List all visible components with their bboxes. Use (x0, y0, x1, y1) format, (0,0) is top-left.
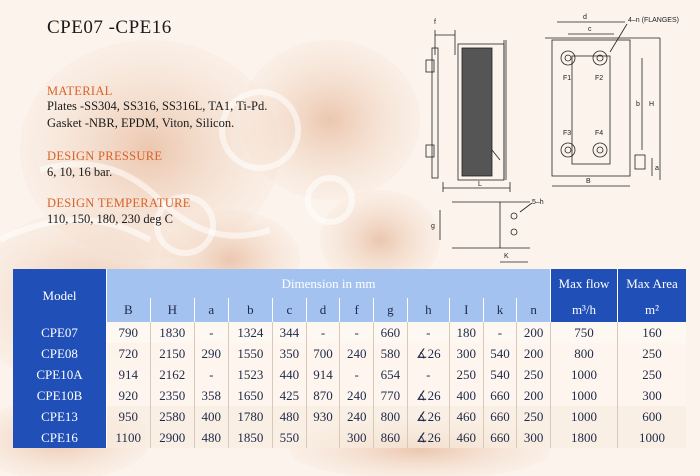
max-area-header: Max Area (618, 269, 686, 298)
max-area-cell: 250 (618, 364, 686, 385)
table-cell: ∡26 (408, 385, 450, 406)
table-cell: 300 (450, 343, 484, 364)
dim-label-H: H (649, 101, 655, 108)
column-header-d: d (307, 298, 341, 322)
table-cell: - (408, 322, 450, 343)
table-cell: 240 (340, 406, 374, 427)
table-cell: 250 (450, 364, 484, 385)
table-cell: 770 (374, 385, 408, 406)
table-cell: ∡26 (408, 427, 450, 448)
port-label-f4: F4 (595, 130, 604, 137)
dim-label-g: g (431, 223, 435, 230)
table-cell: - (340, 364, 374, 385)
dim-label-k: K (504, 253, 509, 260)
table-cell: 300 (340, 427, 374, 448)
table-cell: 800 (374, 406, 408, 427)
table-cell: 440 (273, 364, 307, 385)
table-cell: 344 (273, 322, 307, 343)
model-cell: CPE07 (13, 322, 107, 343)
column-header-c: c (273, 298, 307, 322)
table-row (13, 385, 686, 406)
max-flow-cell: 800 (551, 343, 618, 364)
bolt-hole-label: 5–h (532, 199, 544, 206)
table-cell: 350 (273, 343, 307, 364)
model-column-header: Model (13, 269, 107, 322)
max-flow-cell: 1000 (551, 406, 618, 427)
model-cell: CPE10B (13, 385, 107, 406)
table-cell: - (340, 322, 374, 343)
table-cell: 2350 (151, 385, 195, 406)
max-flow-cell: 1800 (551, 427, 618, 448)
table-cell: ∡26 (408, 343, 450, 364)
table-row (13, 343, 686, 364)
max-area-cell: 250 (618, 343, 686, 364)
table-cell: 660 (484, 406, 518, 427)
table-cell: 914 (107, 364, 151, 385)
table-cell: 2150 (151, 343, 195, 364)
table-cell: 660 (484, 385, 518, 406)
table-cell: 480 (273, 406, 307, 427)
table-cell: 400 (195, 406, 229, 427)
dim-label-f: f (434, 19, 436, 26)
table-cell: 1100 (107, 427, 151, 448)
temperature-heading: DESIGN TEMPERATURE (47, 196, 191, 210)
dimension-column-header: Dimension in mm (107, 269, 551, 298)
table-cell: 950 (107, 406, 151, 427)
column-header-f: f (340, 298, 374, 322)
max-flow-cell: 750 (551, 322, 618, 343)
table-cell: 1523 (229, 364, 273, 385)
dimension-table (13, 269, 686, 448)
table-cell: 200 (517, 343, 551, 364)
temperature-value: 110, 150, 180, 230 deg C (47, 212, 173, 226)
table-cell: 460 (450, 406, 484, 427)
dim-label-d: d (583, 14, 587, 21)
dim-label-L: L (478, 181, 482, 188)
table-cell: 1324 (229, 322, 273, 343)
table-cell: - (307, 322, 341, 343)
max-flow-cell: 1000 (551, 364, 618, 385)
table-row (13, 322, 686, 343)
max-flow-unit: m³/h (551, 298, 618, 322)
table-row (13, 364, 686, 385)
page-title: CPE07 -CPE16 (47, 17, 172, 38)
table-cell: 860 (374, 427, 408, 448)
max-flow-header: Max flow (551, 269, 618, 298)
table-cell: 240 (340, 343, 374, 364)
table-cell: - (484, 322, 518, 343)
table-cell: 200 (517, 385, 551, 406)
table-cell: 250 (517, 364, 551, 385)
table-cell: 240 (340, 385, 374, 406)
table-cell: 550 (273, 427, 307, 448)
max-area-cell: 600 (618, 406, 686, 427)
table-cell: 2580 (151, 406, 195, 427)
column-header-i: I (450, 298, 484, 322)
max-area-cell: 160 (618, 322, 686, 343)
port-label-f2: F2 (595, 75, 604, 82)
table-cell: 660 (374, 322, 408, 343)
table-cell: 920 (107, 385, 151, 406)
model-cell: CPE08 (13, 343, 107, 364)
table-cell: 870 (307, 385, 341, 406)
table-cell: 2900 (151, 427, 195, 448)
dim-label-B: B (586, 178, 591, 185)
table-cell: 540 (484, 364, 518, 385)
table-cell: ∡26 (408, 406, 450, 427)
table-cell: 480 (195, 427, 229, 448)
table-cell: 540 (484, 343, 518, 364)
table-cell: 1650 (229, 385, 273, 406)
table-cell: 1850 (229, 427, 273, 448)
pressure-value: 6, 10, 16 bar. (47, 165, 113, 179)
column-header-a: a (195, 298, 229, 322)
max-area-cell: 300 (618, 385, 686, 406)
max-area-cell: 1000 (618, 427, 686, 448)
table-cell (307, 427, 341, 448)
table-cell: 914 (307, 364, 341, 385)
table-cell: 200 (517, 322, 551, 343)
table-cell: 180 (450, 322, 484, 343)
material-gasket: Gasket -NBR, EPDM, Viton, Silicon. (47, 116, 235, 130)
table-cell: 930 (307, 406, 341, 427)
model-cell: CPE10A (13, 364, 107, 385)
pressure-heading: DESIGN PRESSURE (47, 149, 163, 163)
material-heading: MATERIAL (47, 84, 113, 98)
max-flow-cell: 1000 (551, 385, 618, 406)
column-header-b: B (107, 298, 151, 322)
table-cell: 460 (450, 427, 484, 448)
table-cell: 400 (450, 385, 484, 406)
table-cell: 300 (517, 427, 551, 448)
table-cell: 654 (374, 364, 408, 385)
column-header-b: b (229, 298, 273, 322)
table-cell: 720 (107, 343, 151, 364)
table-cell: 358 (195, 385, 229, 406)
dim-label-b: b (636, 101, 640, 108)
table-cell: 1830 (151, 322, 195, 343)
dim-label-c: c (588, 26, 592, 33)
port-label-f1: F1 (563, 75, 572, 82)
table-cell: - (195, 364, 229, 385)
model-cell: CPE13 (13, 406, 107, 427)
table-cell: - (408, 364, 450, 385)
table-cell: 790 (107, 322, 151, 343)
flanges-label: 4–n (FLANGES) (628, 17, 679, 24)
table-row (13, 406, 686, 427)
column-header-h: h (408, 298, 450, 322)
table-cell: 660 (484, 427, 518, 448)
table-cell: 580 (374, 343, 408, 364)
material-plates: Plates -SS304, SS316, SS316L, TA1, Ti-Pd. (47, 99, 268, 113)
table-cell: - (195, 322, 229, 343)
column-header-g: g (374, 298, 408, 322)
model-cell: CPE16 (13, 427, 107, 448)
column-header-n: n (517, 298, 551, 322)
table-cell: 250 (517, 406, 551, 427)
table-cell: 700 (307, 343, 341, 364)
table-cell: 1780 (229, 406, 273, 427)
column-header-h: H (151, 298, 195, 322)
table-cell: 290 (195, 343, 229, 364)
table-cell: 2162 (151, 364, 195, 385)
column-header-k: k (484, 298, 518, 322)
port-label-f3: F3 (563, 130, 572, 137)
table-cell: 425 (273, 385, 307, 406)
table-cell: 1550 (229, 343, 273, 364)
max-area-unit: m² (618, 298, 686, 322)
table-row (13, 427, 686, 448)
dim-label-a: a (655, 165, 659, 172)
